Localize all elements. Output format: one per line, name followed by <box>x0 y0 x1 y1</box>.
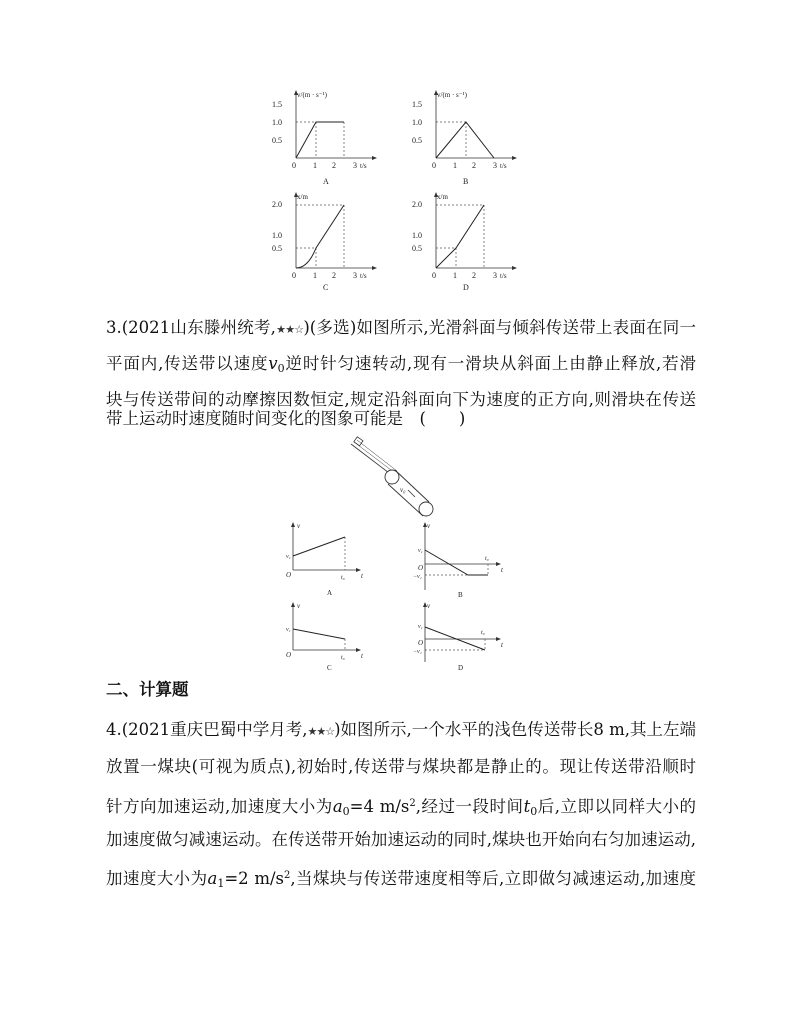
svg-text:−v₁: −v₁ <box>413 574 422 580</box>
option-graph-d <box>413 600 513 675</box>
svg-text:1.0: 1.0 <box>412 118 422 127</box>
svg-text:t: t <box>361 652 363 660</box>
svg-text:v: v <box>427 602 431 610</box>
svg-text:t/s: t/s <box>500 272 507 280</box>
caption-a: A <box>323 177 329 186</box>
question-3-line-1: 3.(2021山东滕州统考,★★☆)(多选)如图所示,光滑斜面与倾斜传送带上表面在同一 <box>106 318 696 337</box>
svg-text:2: 2 <box>472 271 476 280</box>
option-d-caption: D <box>458 664 464 672</box>
option-graph-c <box>283 600 373 675</box>
figure-top-a <box>270 88 380 188</box>
svg-text:2: 2 <box>332 161 336 170</box>
axis-label-y: x/m <box>297 193 308 201</box>
svg-text:t: t <box>361 572 363 580</box>
svg-text:t: t <box>501 566 503 574</box>
svg-text:v₁: v₁ <box>286 627 291 633</box>
svg-text:3: 3 <box>493 161 497 170</box>
svg-text:v₁: v₁ <box>418 548 423 554</box>
question-4-line-5: 加速度大小为$a_1=2$ $m/s^2$,当煤块与传送带速度相等后,立即做匀减速运动,加速度 <box>106 869 696 890</box>
svg-text:2: 2 <box>472 161 476 170</box>
caption-c: C <box>323 283 329 292</box>
incline-belt-diagram <box>345 436 455 520</box>
svg-text:3: 3 <box>493 271 497 280</box>
svg-text:1: 1 <box>313 271 317 280</box>
caption-d: D <box>463 283 469 292</box>
svg-text:t/s: t/s <box>500 162 507 170</box>
difficulty-stars: ★★☆ <box>275 323 304 336</box>
svg-text:t₀: t₀ <box>341 655 345 661</box>
question-4-line-3: 针方向加速运动,加速度大小为$a_0=4$ $m/s^2$,经过一段时间$t_0$后,立即以同样大小的 <box>106 797 696 818</box>
axis-label-y: x/m <box>437 193 448 201</box>
svg-text:t/s: t/s <box>360 272 367 280</box>
svg-text:v₁: v₁ <box>418 624 423 630</box>
question-4-line-4: 加速度做匀减速运动。在传送带开始加速运动的同时,煤块也开始向右匀加速运动, <box>106 830 696 849</box>
svg-text:1: 1 <box>453 161 457 170</box>
svg-text:0.5: 0.5 <box>412 244 422 253</box>
svg-text:3: 3 <box>353 271 357 280</box>
svg-text:t: t <box>501 641 503 649</box>
svg-text:O: O <box>286 651 292 659</box>
figure-top-d <box>410 190 520 290</box>
option-b-caption: B <box>458 591 463 599</box>
svg-text:1.5: 1.5 <box>412 100 422 109</box>
svg-text:1.5: 1.5 <box>272 100 282 109</box>
svg-text:0.5: 0.5 <box>272 136 282 145</box>
svg-text:v: v <box>297 522 301 530</box>
section-heading: 二、计算题 <box>106 680 189 699</box>
svg-text:0.5: 0.5 <box>272 244 282 253</box>
question-3-line-2: 平面内,传送带以速度$v_0$逆时针匀速转动,现有一滑块从斜面上由静止释放,若滑 <box>106 354 696 375</box>
svg-text:2.0: 2.0 <box>412 200 422 209</box>
option-graph-a <box>283 520 373 598</box>
svg-text:v: v <box>427 522 431 530</box>
svg-text:0: 0 <box>432 161 436 170</box>
svg-text:0: 0 <box>292 271 296 280</box>
svg-text:v₀: v₀ <box>400 486 406 494</box>
svg-text:3: 3 <box>353 161 357 170</box>
svg-text:1: 1 <box>313 161 317 170</box>
option-graph-b <box>413 520 513 598</box>
svg-text:O: O <box>418 564 424 572</box>
question-4-line-1: 4.(2021重庆巴蜀中学月考,★★☆)如图所示,一个水平的浅色传送带长8 m,其上左端 <box>106 720 696 739</box>
option-a-caption: A <box>327 589 333 597</box>
svg-text:0: 0 <box>432 271 436 280</box>
svg-text:0.5: 0.5 <box>412 136 422 145</box>
svg-text:1.0: 1.0 <box>272 231 282 240</box>
svg-text:t/s: t/s <box>360 162 367 170</box>
svg-text:t₀: t₀ <box>481 630 485 636</box>
svg-text:1.0: 1.0 <box>412 231 422 240</box>
svg-text:O: O <box>418 639 424 647</box>
axis-label-y: v/(m · s⁻¹) <box>297 91 327 99</box>
svg-text:2: 2 <box>332 271 336 280</box>
question-3-line-4: 带上运动时速度随时间变化的图象可能是 ( ) <box>106 409 466 428</box>
svg-text:−v₁: −v₁ <box>413 649 422 655</box>
question-3-line-3: 块与传送带间的动摩擦因数恒定,规定沿斜面向下为速度的正方向,则滑块在传送 <box>106 390 696 409</box>
svg-text:v: v <box>297 602 301 610</box>
svg-text:1.0: 1.0 <box>272 118 282 127</box>
caption-b: B <box>463 177 469 186</box>
svg-text:t₀: t₀ <box>485 556 489 562</box>
axis-label-y: v/(m · s⁻¹) <box>437 91 467 99</box>
svg-text:t₀: t₀ <box>341 575 345 581</box>
figure-top-c <box>270 190 380 290</box>
figure-top-b <box>410 88 520 188</box>
svg-text:1: 1 <box>453 271 457 280</box>
option-c-caption: C <box>327 664 332 672</box>
question-4-line-2: 放置一煤块(可视为质点),初始时,传送带与煤块都是静止的。现让传送带沿顺时 <box>106 757 696 776</box>
svg-text:O: O <box>286 571 292 579</box>
svg-text:0: 0 <box>292 161 296 170</box>
svg-text:2.0: 2.0 <box>272 200 282 209</box>
svg-text:v₁: v₁ <box>286 554 291 560</box>
difficulty-stars: ★★☆ <box>307 725 335 738</box>
